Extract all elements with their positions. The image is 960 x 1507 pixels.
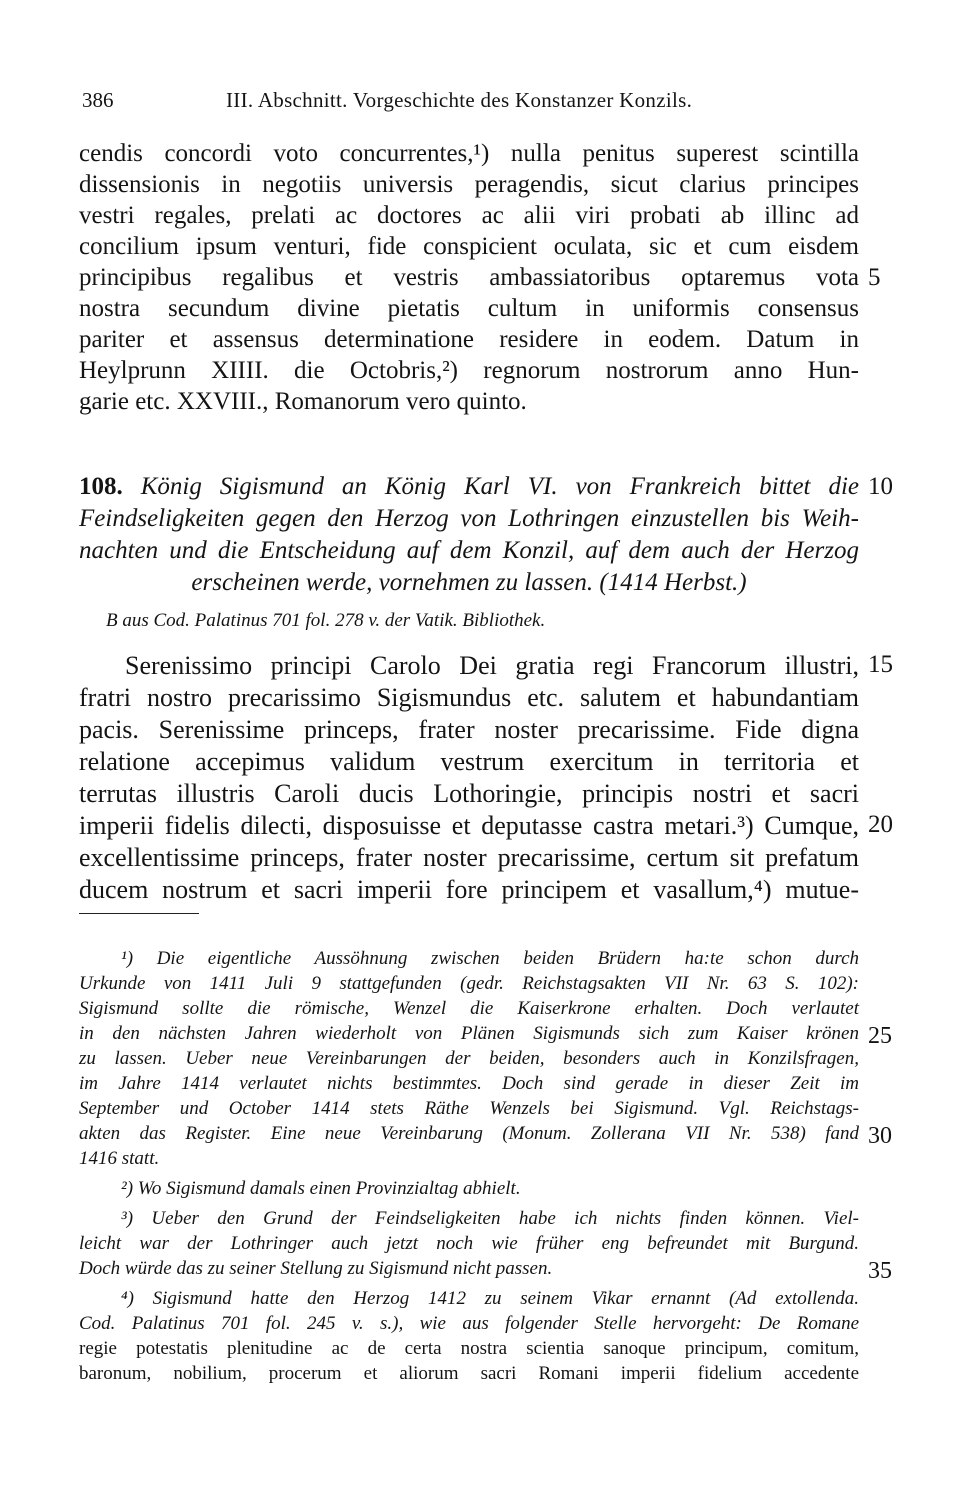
footnote-line: Sigismund sollte die römische, Wenzel die Kaiserkrone erhalten. Doch verlautet	[79, 998, 859, 1019]
body-line: dissensionis in negotiis universis peragendis, sicut clarius principes	[79, 171, 859, 198]
footnote-line: ²) Wo Sigismund damals einen Provinzialtag abhielt.	[121, 1178, 521, 1199]
document-line: excellentissime princeps, frater noster precarissime, certum sit prefatum	[79, 843, 859, 872]
footnote-line: zu lassen. Ueber neue Vereinbarungen der beiden, besonders auch in Konzilsfragen,	[79, 1048, 859, 1069]
footnote-line: Urkunde von 1411 Juli 9 stattgefunden (gedr. Reichstagsakten VII Nr. 63 S. 102):	[79, 973, 859, 994]
rubric-line: König Sigismund an König Karl VI. von Frankreich bittet die	[140, 473, 860, 500]
footnote-line: in den nächsten Jahren wiederholt von Plänen Sigismunds sich zum Kaiser krönen	[79, 1023, 859, 1044]
body-line: nostra secundum divine pietatis cultum in uniformis consensus	[79, 295, 859, 322]
body-line: Heylprunn XIIII. die Octobris,²) regnorum nostrorum anno Hun-	[79, 357, 859, 384]
document-line: pacis. Serenissime princeps, frater noster precarissime. Fide digna	[79, 715, 859, 744]
body-line: cendis concordi voto concurrentes,¹) nulla penitus superest scintilla	[79, 140, 859, 167]
line-number: 20	[868, 811, 893, 838]
page-header	[82, 88, 878, 118]
footnote-line: ⁴) Sigismund hatte den Herzog 1412 zu seinem Vikar ernannt (Ad extollenda.	[121, 1288, 859, 1309]
source-note: B aus Cod. Palatinus 701 fol. 278 v. der Vatik. Bibliothek.	[106, 610, 546, 631]
footnote-line: akten das Register. Eine neue Vereinbarung (Monum. Zollerana VII Nr. 538) fand	[79, 1123, 859, 1144]
footnote-line: baronum, nobilium, procerum et aliorum sacri Romani imperii fidelium accedente	[79, 1363, 859, 1384]
footnote-line: September und October 1414 stets Räthe Wenzels bei Sigismund. Vgl. Reichstags-	[79, 1098, 859, 1119]
rubric-line: nachten und die Entscheidung auf dem Konzil, auf dem auch der Herzog	[79, 537, 859, 564]
document-line: terrutas illustris Caroli ducis Lothoringie, principis nostri et sacri	[79, 779, 859, 808]
rubric-line: Feindseligkeiten gegen den Herzog von Lothringen einzustellen bis Weih-	[79, 505, 859, 532]
body-line: concilium ipsum venturi, fide conspicient oculata, sic et cum eisdem	[79, 233, 859, 260]
document-line: fratri nostro precarissimo Sigismundus etc. salutem et habundantiam	[79, 683, 859, 712]
running-head: III. Abschnitt. Vorgeschichte des Konstanzer Konzils.	[226, 88, 693, 112]
line-number: 30	[868, 1123, 892, 1149]
footnote-line: 1416 statt.	[79, 1148, 160, 1169]
body-line: principibus regalibus et vestris ambassiatoribus optaremus vota	[79, 264, 859, 291]
document-number: 108.	[79, 473, 123, 500]
footnote-line: Cod. Palatinus 701 fol. 245 v. s.), wie aus folgender Stelle hervorgeht: De Romane	[79, 1313, 859, 1334]
footnote-line: regie potestatis plenitudine ac de certa nostra scientia sanoque principum, comitum,	[79, 1338, 859, 1359]
line-number: 25	[868, 1023, 892, 1049]
footnote-line: im Jahre 1414 verlautet nichts bestimmtes. Doch sind gerade in dieser Zeit im	[79, 1073, 859, 1094]
footnote-line: leicht war der Lothringer auch jetzt noch wie früher eng befreundet mit Burgund.	[79, 1233, 859, 1254]
footnote-line: Doch würde das zu seiner Stellung zu Sigismund nicht passen.	[79, 1258, 553, 1279]
document-line: ducem nostrum et sacri imperii fore principem et vasallum,⁴) mutue-	[79, 875, 859, 904]
footnote-rule	[79, 913, 199, 914]
body-line: garie etc. XXVIII., Romanorum vero quinto.	[79, 388, 527, 415]
body-line: pariter et assensus determinatione residere in eodem. Datum in	[79, 326, 859, 353]
document-line: relatione accepimus validum vestrum exercitum in territoria et	[79, 747, 859, 776]
rubric-line: erscheinen werde, vornehmen zu lassen. (1414 Herbst.)	[191, 569, 747, 596]
line-number: 5	[868, 264, 881, 291]
rubric-line-first	[79, 473, 859, 501]
line-number: 35	[868, 1258, 892, 1284]
line-number: 15	[868, 651, 893, 678]
document-line: imperii fidelis dilecti, disposuisse et deputasse castra metari.³) Cumque,	[79, 811, 859, 840]
document-line: Serenissimo principi Carolo Dei gratia regi Francorum illustri,	[125, 651, 859, 680]
page-number: 386	[82, 88, 114, 112]
footnote-line: ³) Ueber den Grund der Feindseligkeiten habe ich nichts finden können. Viel-	[121, 1208, 859, 1229]
body-line: vestri regales, prelati ac doctores ac alii viri probati ab illinc ad	[79, 202, 859, 229]
footnote-line: ¹) Die eigentliche Aussöhnung zwischen beiden Brüdern ha:te schon durch	[121, 948, 859, 969]
line-number: 10	[868, 473, 893, 500]
